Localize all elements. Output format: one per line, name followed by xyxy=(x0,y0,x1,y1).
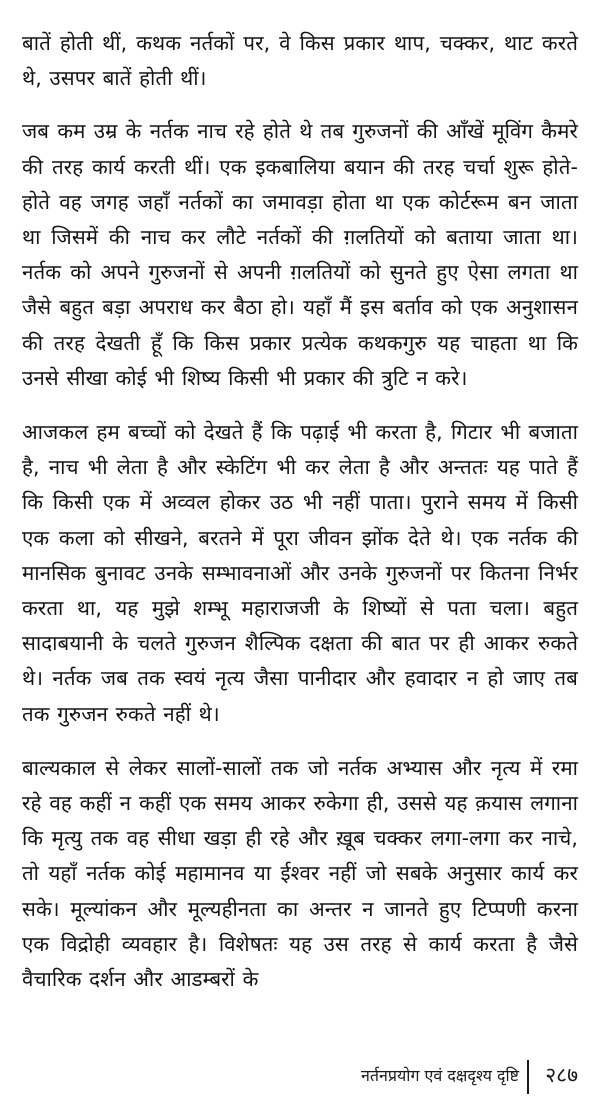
paragraph-1: बातें होती थीं, कथक नर्तकों पर, वे किस प्रकार थाप, चक्कर, थाट करते थे, उसपर बातें होती थीं। xyxy=(22,31,578,91)
paragraph-4: बाल्यकाल से लेकर सालों-सालों तक जो नर्तक अभ्यास और नृत्य में रमा रहे वह कहीं न कहीं एक समय आकर रुकेगा ही, उससे यह क़यास लगाना कि मृत्यु तक वह सीधा खड़ा ही रहे और ख़ूब चक्कर लगा-लगा कर नाचे, तो यहाँ नर्तक कोई महामानव या ईश्वर नहीं जो सबके अनुसार कार्य कर सके। मूल्यांकन और मूल्यहीनता का अन्तर न जानते हुए टिप्पणी करना एक विद्रोही व्यवहार है। विशेषतः यह उस तरह से कार्य करता है जैसे वैचारिक दर्शन और आडम्बरों के xyxy=(22,755,578,992)
footer-divider xyxy=(527,1060,529,1094)
paragraph-3: आजकल हम बच्चों को देखते हैं कि पढ़ाई भी करता है, गिटार भी बजाता है, नाच भी लेता है और स्केटिंग भी कर लेता है और अन्ततः यह पाते हैं कि किसी एक में अव्वल होकर उठ भी नहीं पाता। पुराने समय में किसी एक कला को सीखने, बरतने में पूरा जीवन झोंक देते थे। एक नर्तक की मानसिक बुनावट उनके सम्भावनाओं और उनके गुरुजनों पर कितना निर्भर करता था, यह मुझे शम्भू महाराजजी के शिष्यों से पता चला। बहुत सादाबयानी के चलते गुरुजन शैल्पिक दक्षता की बात पर ही आकर रुकते थे। नर्तक जब तक स्वयं नृत्य जैसा पानीदार और हवादार न हो जाए तब तक गुरुजन रुकते नहीं थे। xyxy=(22,420,578,726)
page-footer xyxy=(0,1056,600,1096)
running-footer-title: नर्तनप्रयोग एवं दक्षदृश्य दृष्टि xyxy=(361,1066,519,1085)
page-number: २८७ xyxy=(545,1063,578,1087)
paragraph-2: जब कम उम्र के नर्तक नाच रहे होते थे तब गुरुजनों की आँखें मूविंग कैमरे की तरह कार्य करती थीं। एक इकबालिया बयान की तरह चर्चा शुरू होते-होते वह जगह जहाँ नर्तकों का जमावड़ा होता था एक कोर्टरूम बन जाता था जिसमें की नाच कर लौटे नर्तकों की ग़लतियों को बताया जाता था। नर्तक को अपने गुरुजनों से अपनी ग़लतियों को सुनते हुए ऐसा लगता था जैसे बहुत बड़ा अपराध कर बैठा हो। यहाँ मैं इस बर्ताव को एक अनुशासन की तरह देखती हूँ कि किस प्रकार प्रत्येक कथकगुरु यह चाहता था कि उनसे सीखा कोई भी शिष्य किसी भी प्रकार की त्रुटि न करे। xyxy=(22,119,578,390)
